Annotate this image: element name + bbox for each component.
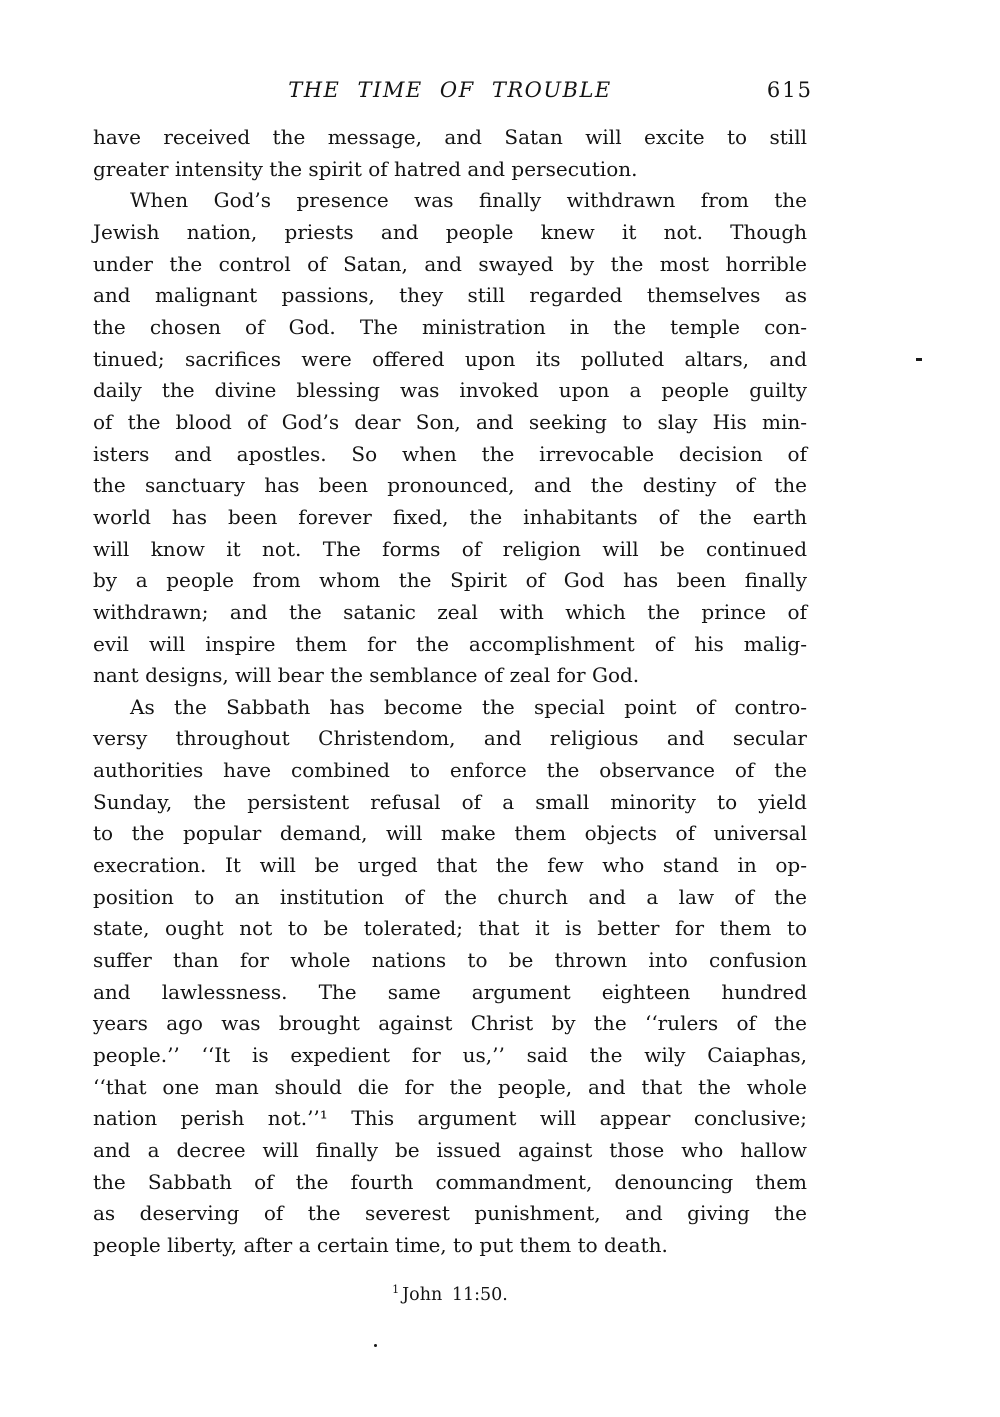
text-line: suffer than for whole nations to be thrown into confusion bbox=[93, 948, 807, 973]
scan-artifact-dash bbox=[916, 358, 922, 361]
text-line: the Sabbath of the fourth commandment, denouncing them bbox=[93, 1169, 807, 1194]
text-line: tinued; sacrifices were offered upon its polluted altars, and bbox=[93, 346, 807, 371]
scan-artifact-dot bbox=[374, 1344, 377, 1347]
footnote-marker: 1 bbox=[392, 1283, 400, 1296]
text-line: versy throughout Christendom, and religious and secular bbox=[93, 726, 807, 751]
running-header bbox=[93, 78, 813, 106]
text-line: greater intensity the spirit of hatred and persecution. bbox=[93, 156, 638, 181]
text-line: as deserving of the severest punishment, and giving the bbox=[93, 1201, 807, 1226]
text-line: Jewish nation, priests and people knew it not. Though bbox=[93, 219, 807, 244]
text-line: people.’’ ‘‘It is expedient for us,’’ said the wily Caiaphas, bbox=[93, 1043, 807, 1068]
text-line: withdrawn; and the satanic zeal with which the prince of bbox=[93, 599, 807, 624]
text-line: nant designs, will bear the semblance of zeal for God. bbox=[93, 663, 640, 688]
footnote-text: John 11:50. bbox=[402, 1285, 508, 1305]
text-line: authorities have combined to enforce the observance of the bbox=[93, 758, 807, 783]
text-line: and malignant passions, they still regarded themselves as bbox=[93, 283, 807, 308]
body-text bbox=[93, 122, 807, 1262]
text-line: and lawlessness. The same argument eighteen hundred bbox=[93, 979, 807, 1004]
text-line: ‘‘that one man should die for the people, and that the whole bbox=[93, 1074, 807, 1099]
text-line: position to an institution of the church and a law of the bbox=[93, 884, 807, 909]
text-line: world has been forever fixed, the inhabitants of the earth bbox=[93, 504, 807, 529]
text-line: people liberty, after a certain time, to put them to death. bbox=[93, 1232, 668, 1257]
text-line: state, ought not to be tolerated; that it is better for them to bbox=[93, 916, 807, 941]
text-line: will know it not. The forms of religion will be continued bbox=[93, 536, 807, 561]
text-line: of the blood of God’s dear Son, and seeking to slay His min- bbox=[93, 409, 807, 434]
text-line: daily the divine blessing was invoked upon a people guilty bbox=[93, 378, 807, 403]
text-line: nation perish not.’’¹ This argument will appear conclusive; bbox=[93, 1106, 807, 1131]
text-line: the chosen of God. The ministration in the temple con- bbox=[93, 314, 807, 339]
text-line: When God’s presence was finally withdrawn from the bbox=[130, 188, 807, 213]
text-line: evil will inspire them for the accomplishment of his malig- bbox=[93, 631, 807, 656]
footnote bbox=[93, 1283, 807, 1305]
text-line: under the control of Satan, and swayed by the most horrible bbox=[93, 251, 807, 276]
text-line: and a decree will finally be issued against those who hallow bbox=[93, 1138, 807, 1162]
text-line: execration. It will be urged that the few who stand in op- bbox=[93, 853, 807, 878]
text-line: years ago was brought against Christ by the ‘‘rulers of the bbox=[93, 1011, 807, 1036]
chapter-title: THE TIME OF TROUBLE bbox=[288, 78, 612, 102]
text-line: the sanctuary has been pronounced, and the destiny of the bbox=[93, 473, 807, 498]
page-number: 615 bbox=[766, 78, 813, 102]
text-line: by a people from whom the Spirit of God has been finally bbox=[93, 568, 807, 593]
text-line: Sunday, the persistent refusal of a small minority to yield bbox=[93, 789, 807, 814]
text-line: to the popular demand, will make them objects of universal bbox=[93, 821, 807, 846]
text-line: As the Sabbath has become the special point of contro- bbox=[130, 694, 807, 719]
text-line: have received the message, and Satan will excite to still bbox=[93, 125, 807, 149]
text-line: isters and apostles. So when the irrevocable decision of bbox=[93, 441, 807, 466]
